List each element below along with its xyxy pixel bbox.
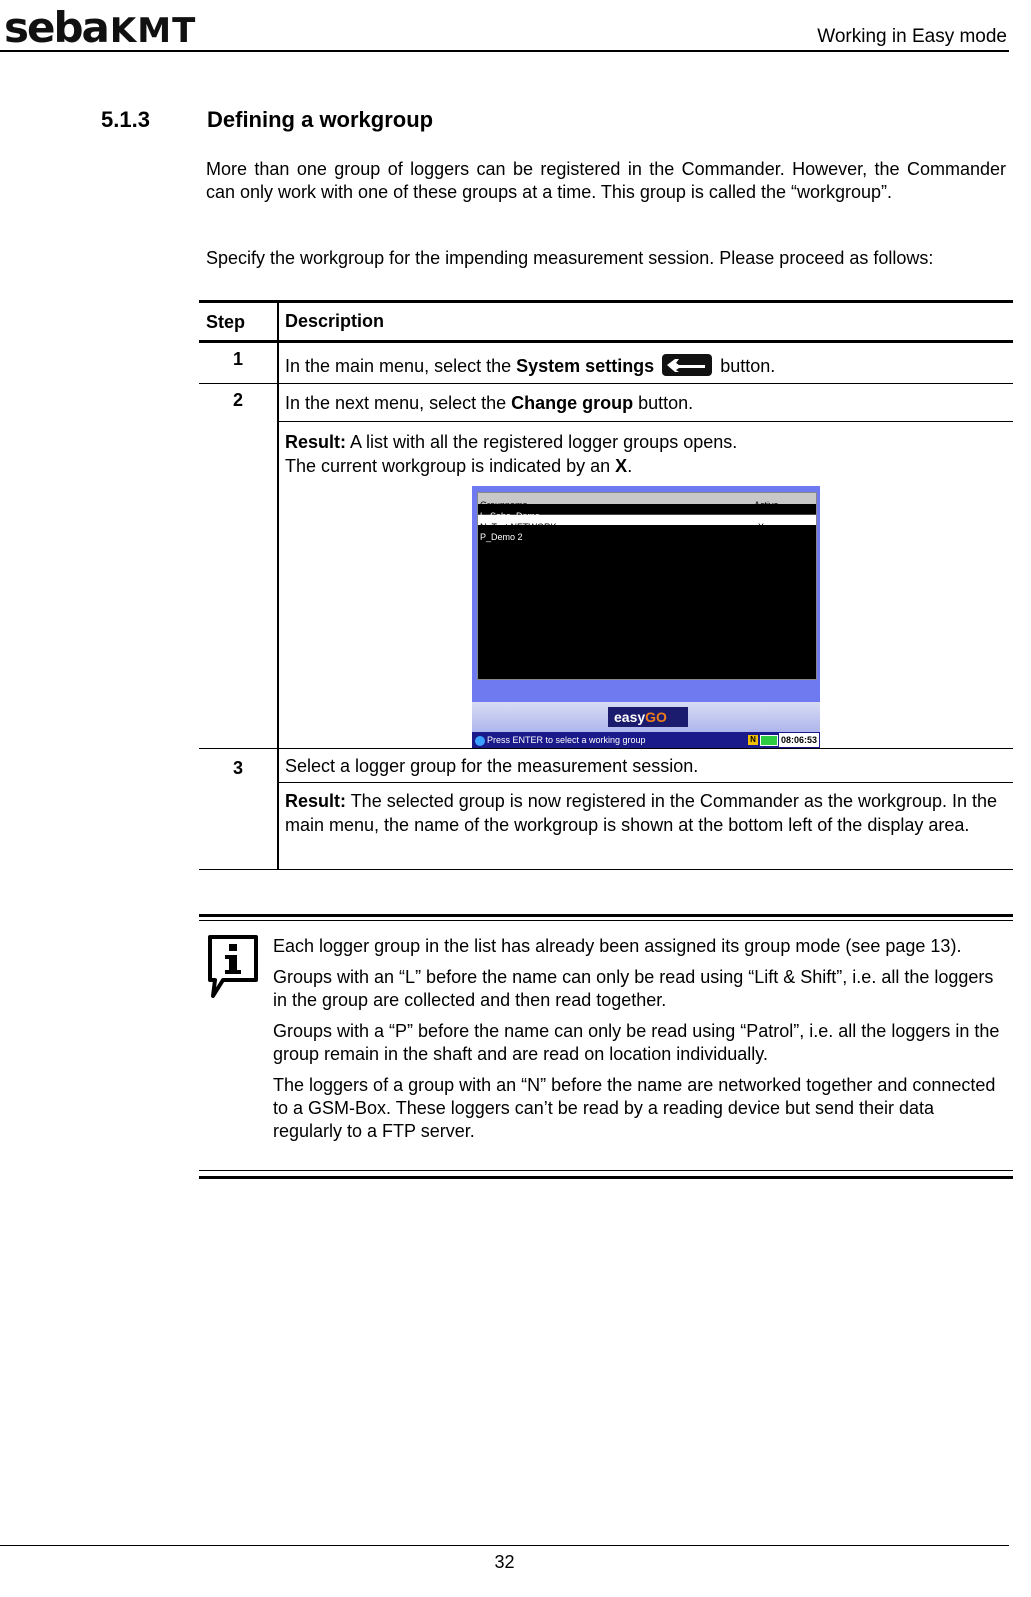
step-description: [277, 343, 1013, 383]
note-divider: [199, 920, 1013, 921]
step-text: In the next menu, select the: [285, 393, 512, 413]
status-text: Press ENTER to select a working group: [487, 735, 646, 745]
step-number: 1: [232, 349, 243, 369]
logo-seba: seba: [4, 3, 108, 52]
result-text: The current workgroup is indicated by an: [285, 456, 616, 476]
step-instruction: Select a logger group for the measurement session.: [285, 756, 699, 776]
network-badge: N: [748, 735, 758, 745]
device-screenshot: [472, 486, 820, 748]
note-paragraph: Groups with an “L” before the name can only be read using “Lift & Shift”, i.e. all the loggers in the group are collected and then read together.: [273, 967, 994, 1010]
easygo-logo: [608, 707, 688, 727]
result-text: The selected group is now registered in the Commander as the workgroup. In the main menu, the name of the workgroup is shown at the bottom left of the display area.: [285, 791, 998, 835]
brand-easy: easy: [614, 709, 646, 725]
footer-divider: [0, 1545, 1009, 1546]
note-paragraph: Groups with a “P” before the name can only be read using “Patrol”, i.e. all the loggers in the group remain in the shaft and are read on location individually.: [273, 1021, 1000, 1064]
note-paragraph: Each logger group in the list has already been assigned its group mode (see page 13).: [273, 936, 962, 956]
status-bar: [472, 732, 820, 748]
step-keyword: System settings: [516, 356, 655, 376]
step-description: [277, 384, 1013, 748]
steps-table: [199, 300, 1013, 870]
column-groupname: Groupname: [480, 500, 528, 510]
section-number: 5.1.3: [101, 107, 150, 132]
column-active: Active: [754, 500, 779, 510]
table-row: [199, 343, 1013, 384]
header-divider: [0, 50, 1009, 52]
page-number: 32: [494, 1552, 515, 1572]
group-name: N_Test NETWORK: [480, 522, 557, 532]
info-icon: [475, 736, 485, 746]
step-text: In the main menu, select the: [285, 356, 517, 376]
result-text: A list with all the registered logger groups opens.: [346, 432, 738, 452]
step-text: button.: [715, 356, 776, 376]
column-header-description: Description: [277, 303, 1013, 340]
step-number: 2: [232, 390, 243, 410]
header-title: Working in Easy mode: [817, 26, 1007, 47]
result-label: Result:: [285, 791, 347, 811]
step-number: 3: [232, 758, 243, 778]
result-label: Result:: [285, 432, 347, 452]
group-row[interactable]: [478, 525, 816, 542]
group-row[interactable]: [478, 504, 816, 515]
system-settings-button-icon: [662, 354, 712, 376]
clock: 08:06:53: [781, 735, 818, 745]
section-title: Defining a workgroup: [207, 107, 434, 132]
note-paragraph: The loggers of a group with an “N” before the name are networked together and connected to a GSM-Box. These loggers can’t be read by a reading device but send their data regularly to a FTP server.: [273, 1075, 996, 1141]
group-active-mark: X: [758, 522, 765, 532]
intro-paragraph: More than one group of loggers can be registered in the Commander. However, the Commander can only work with one of these groups at a time. This group is called the “workgroup”.: [206, 159, 1006, 202]
group-list: [477, 492, 817, 680]
group-name: P_Demo 2: [480, 532, 523, 542]
column-header-step: Step: [206, 312, 246, 332]
brand-bar: [472, 702, 820, 732]
logo-kmt: KMT: [109, 11, 197, 51]
group-row-selected[interactable]: [478, 515, 816, 532]
note-text: [273, 935, 1003, 1151]
table-header-row: [199, 303, 1013, 343]
wrench-icon: [665, 356, 709, 374]
step-result: [279, 421, 1013, 747]
step-instruction: [279, 384, 1013, 421]
note-divider: [199, 1176, 1013, 1179]
step-keyword: Change group: [511, 393, 634, 413]
result-keyword: X: [615, 456, 628, 476]
step-result: [279, 782, 1013, 869]
note-divider: [199, 1170, 1013, 1171]
group-list-header: [478, 493, 816, 510]
company-logo: [4, 3, 197, 52]
intro-paragraph: Specify the workgroup for the impending measurement session. Please proceed as follows:: [206, 248, 934, 268]
brand-go: GO: [645, 709, 667, 725]
step-description: [277, 749, 1013, 869]
table-row: [199, 384, 1013, 749]
battery-icon: [760, 735, 778, 746]
table-row: [199, 749, 1013, 870]
result-text: .: [627, 456, 633, 476]
info-icon: [207, 934, 259, 1005]
step-text: button.: [633, 393, 694, 413]
note-divider: [199, 914, 1013, 917]
